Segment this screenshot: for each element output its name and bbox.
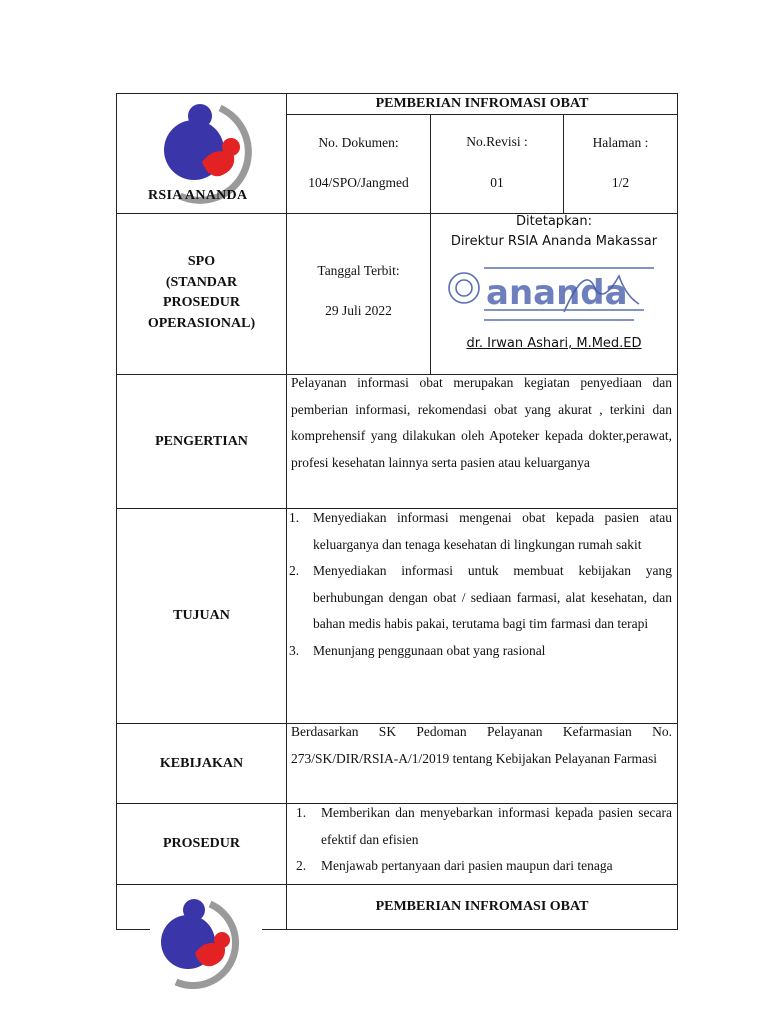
set-by: Direktur RSIA Ananda Makassar (450, 234, 658, 249)
section-text-kebijakan: Berdasarkan SK Pedoman Pelayanan Kefarmasian No. 273/SK/DIR/RSIA-A/1/2019 tentang Kebijakan Pelayanan Farmasi (291, 724, 672, 766)
set-label: Ditetapkan: (516, 214, 592, 229)
section-list-prosedur (291, 800, 672, 880)
doc-number-label: No. Dokumen: (318, 135, 399, 150)
page-label: Halaman : (592, 135, 649, 150)
list-item: 2. Menyediakan informasi untuk membuat kebijakan yang berhubungan dengan obat / sediaan farmasi, alat kesehatan, dan bahan medis habis pakai, terutama bagi tim farmasi dan terapi (289, 563, 672, 631)
list-item: 2. Menjawab pertanyaan dari pasien maupun dari tenaga (296, 858, 613, 873)
section-label-kebijakan: KEBIJAKAN (159, 755, 244, 771)
issue-date-value: 29 Juli 2022 (325, 303, 392, 318)
list-item: 1. Memberikan dan menyebarkan informasi kepada pasien secara efektif dan efisien (296, 805, 672, 847)
list-item: 3. Menunjang penggunaan obat yang rasional (289, 642, 546, 658)
issue-date-label: Tanggal Terbit: (317, 263, 400, 278)
revision-value: 01 (490, 175, 504, 190)
doc-number-value: 104/SPO/Jangmed (308, 175, 409, 190)
stamp-signature (444, 256, 664, 336)
logo-text: RSIA ANANDA (148, 188, 248, 203)
section-label-pengertian: PENGERTIAN (155, 433, 248, 449)
spo-heading: SPO (STANDAR PROSEDUR OPERASIONAL) (147, 254, 256, 331)
section-text-pengertian: Pelayanan informasi obat merupakan kegiatan penyediaan dan pemberian informasi, rekomendasi obat yang akurat , terkini dan komprehensif yang dilakukan oleh Apoteker kepada dokter,perawat, profesi kesehatan lainnya serta pasien atau keluarganya (291, 375, 672, 470)
signatory-name: dr. Irwan Ashari, M.Med.ED (466, 336, 642, 351)
section-list-tujuan (287, 505, 672, 664)
next-page-title: PEMBERIAN INFROMASI OBAT (375, 899, 589, 914)
svg-text:ananda: ananda (486, 273, 628, 313)
page-value: 1/2 (611, 175, 630, 190)
hospital-logo-footer (150, 898, 262, 994)
section-label-tujuan: TUJUAN (173, 608, 230, 623)
section-label-prosedur: PROSEDUR (162, 836, 240, 851)
revision-label: No.Revisi : (466, 134, 528, 149)
document-title: PEMBERIAN INFROMASI OBAT (375, 96, 589, 111)
list-item: 1. Menyediakan informasi mengenai obat kepada pasien atau keluarganya dan tenaga kesehatan di lingkungan rumah sakit (289, 510, 672, 552)
